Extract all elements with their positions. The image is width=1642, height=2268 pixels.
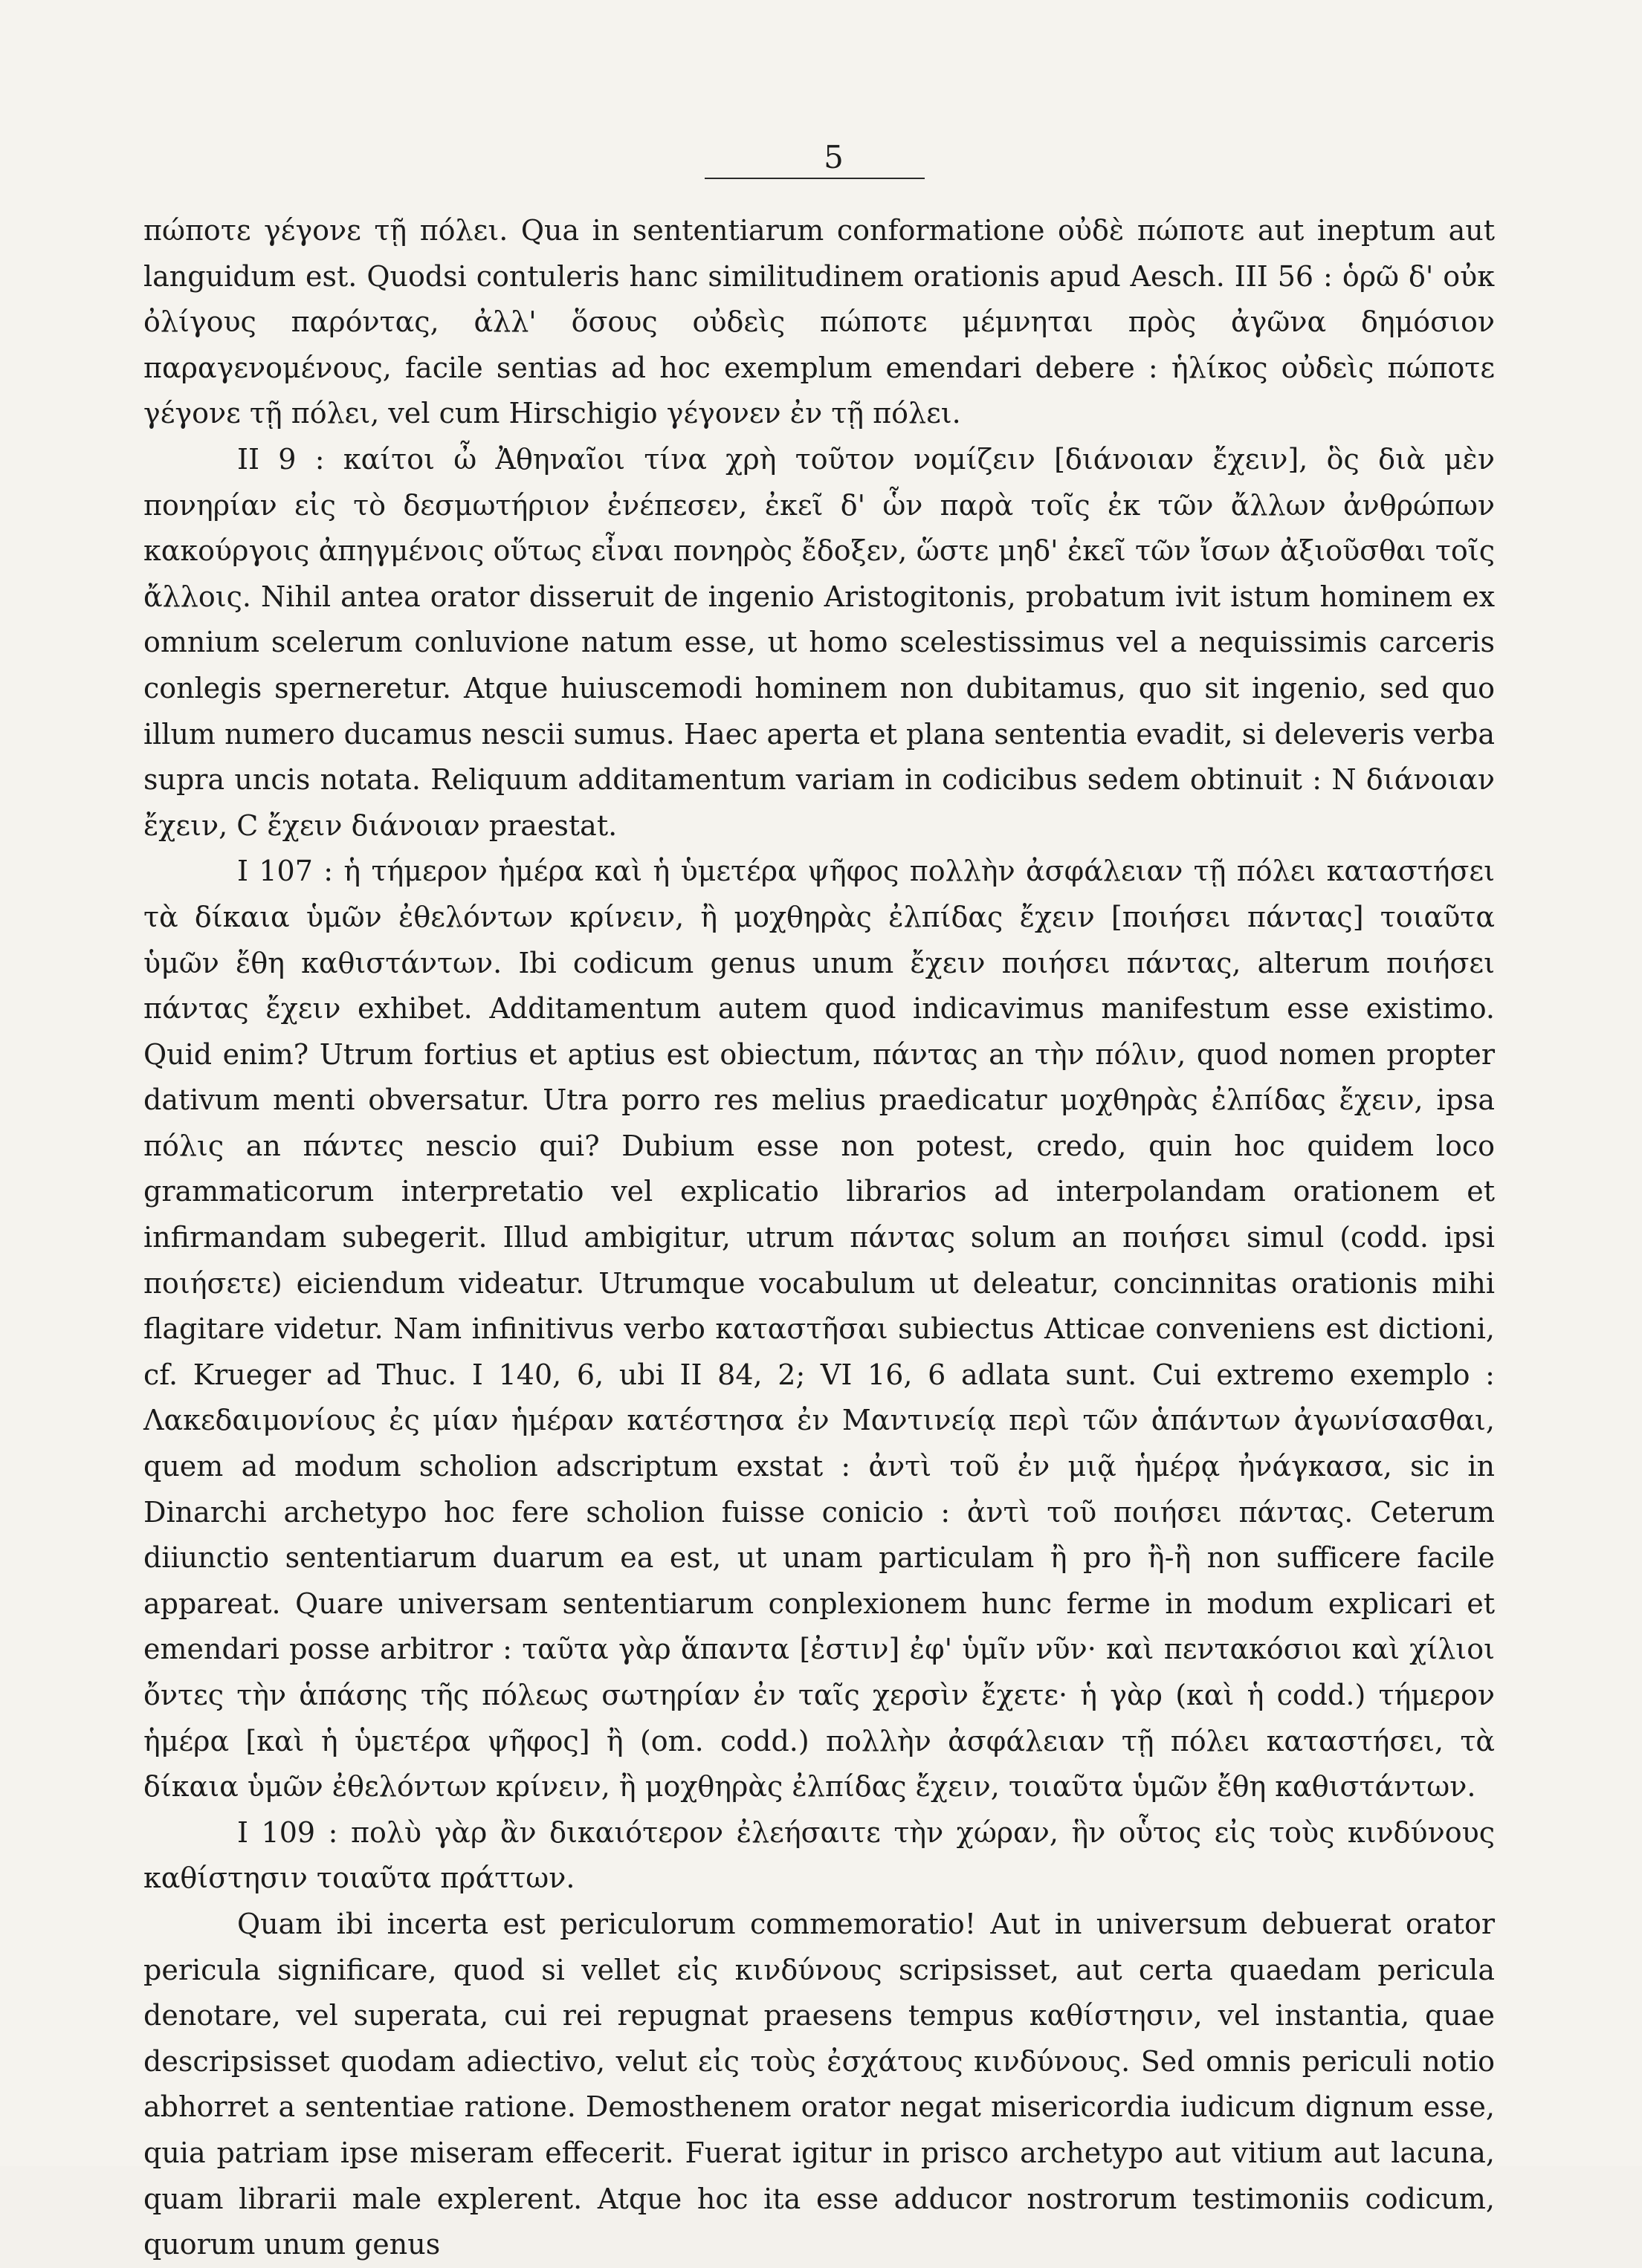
paragraph-2: II 9 : καίτοι ὦ Ἀθηναῖοι τίνα χρὴ τοῦτον νομίζειν [διάνοιαν ἔχειν], ὃς διὰ μὲν πονηρίαν εἰς τὸ δεσμωτήριον ἐνέπεσεν, ἐκεῖ δ' ὧν παρὰ τοῖς ἐκ τῶν ἄλλων ἀνθρώπων κακούργοις ἀπηγμένοις οὕτως εἶναι πονηρὸς ἔδοξεν, ὥστε μηδ' ἐκεῖ τῶν ἴσων ἀξιοῦσθαι τοῖς ἄλλοις. Nihil antea orator disseruit de ingenio Aristogitonis, probatum ivit istum hominem ex omnium scelerum conluvione natum esse, ut homo scelestissimus vel a nequissimis carceris conlegis sperneretur. Atque huiuscemodi hominem non dubitamus, quo sit ingenio, sed quo illum numero ducamus nescii sumus. Haec aperta et plana sententia evadit, si deleveris verba supra uncis notata. Reliquum additamentum variam in codicibus sedem obtinuit : N διάνοιαν ἔχειν, C ἔχειν διάνοιαν praestat. <box>143 442 1495 842</box>
paragraph-3: I 107 : ἡ τήμερον ἡμέρα καὶ ἡ ὑμετέρα ψῆφος πολλὴν ἀσφάλειαν τῇ πόλει καταστήσει τὰ δίκαια ὑμῶν ἐθελόντων κρίνειν, ἢ μοχθηρὰς ἐλπίδας ἔχειν [ποιήσει πάντας] τοιαῦτα ὑμῶν ἔθη καθιστάντων. Ibi codicum genus unum ἔχειν ποιήσει πάντας, alterum ποιήσει πάντας ἔχειν exhibet. Additamentum autem quod indicavimus manifestum esse existimo. Quid enim? Utrum fortius et aptius est obiectum, πάντας an τὴν πόλιν, quod nomen propter dativum menti obversatur. Utra porro res melius praedicatur μοχθηρὰς ἐλπίδας ἔχειν, ipsa πόλις an πάντες nescio qui? Dubium esse non potest, credo, quin hoc quidem loco grammaticorum interpretatio vel explicatio librarios ad interpolandam orationem et infirmandam subegerit. Illud ambigitur, utrum πάντας solum an ποιήσει simul (codd. ipsi ποιήσετε) eiciendum videatur. Utrumque vocabulum ut deleatur, concinnitas orationis mihi flagitare videtur. Nam infinitivus verbo καταστῆσαι subiectus Atticae conveniens est dictioni, cf. Krueger ad Thuc. I 140, 6, ubi II 84, 2; VI 16, 6 adlata sunt. Cui extremo exemplo : Λακεδαιμονίους ἐς μίαν ἡμέραν κατέστησα ἐν Μαντινείᾳ περὶ τῶν ἁπάντων ἀγωνίσασθαι, quem ad modum scholion adscriptum exstat : ἀντὶ τοῦ ἐν μιᾷ ἡμέρᾳ ἠνάγκασα, sic in Dinarchi archetypo hoc fere scholion fuisse conicio : ἀντὶ τοῦ ποιήσει πάντας. Ceterum diiunctio sententiarum duarum ea est, ut unam particulam ἢ pro ἢ-ἢ non sufficere facile appareat. Quare universam sententiarum conplexionem hunc ferme in modum explicari et emendari posse arbitror : ταῦτα γὰρ ἅπαντα [ἐστιν] ἐφ' ὑμῖν νῦν· καὶ πεντακόσιοι καὶ χίλιοι ὄντες τὴν ἁπάσης τῆς πόλεως σωτηρίαν ἐν ταῖς χερσὶν ἔχετε· ἡ γὰρ (καὶ ἡ codd.) τήμερον ἡμέρα [καὶ ἡ ὑμετέρα ψῆφος] ἢ (om. codd.) πολλὴν ἀσφάλειαν τῇ πόλει καταστήσει, τὰ δίκαια ὑμῶν ἐθελόντων κρίνειν, ἢ μοχθηρὰς ἐλπίδας ἔχειν, τοιαῦτα ὑμῶν ἔθη καθιστάντων. <box>143 855 1495 1804</box>
paragraph-5: Quam ibi incerta est periculorum commemoratio! Aut in universum debuerat orator pericula significare, quod si vellet εἰς κινδύνους scripsisset, aut certa quaedam pericula denotare, vel superata, cui rei repugnat praesens tempus καθίστησιν, vel instantia, quae descripsisset quodam adiectivo, velut εἰς τοὺς ἐσχάτους κινδύνους. Sed omnis periculi notio abhorret a sententiae ratione. Demosthenem orator negat misericordia iudicum dignum esse, quia patriam ipse miseram effecerit. Fuerat igitur in prisco archetypo aut vitium aut lacuna, quam librarii male explerent. Atque hoc ita esse adducor nostrorum testimoniis codicum, quorum unum genus <box>143 1907 1495 2261</box>
body-text <box>143 208 1495 2268</box>
header-rule <box>705 178 925 179</box>
paragraph-4: I 109 : πολὺ γὰρ ἂν δικαιότερον ἐλεήσαιτε τὴν χώραν, ἣν οὗτος εἰς τοὺς κινδύνους καθίστησιν τοιαῦτα πράττων. <box>143 1815 1495 1895</box>
page-number: 5 <box>824 139 844 175</box>
paragraph-1: πώποτε γέγονε τῇ πόλει. Qua in sententiarum conformatione οὐδὲ πώποτε aut ineptum aut languidum est. Quodsi contuleris hanc similitudinem orationis apud Aesch. III 56 : ὁρῶ δ' οὐκ ὀλίγους παρόντας, ἀλλ' ὅσους οὐδεὶς πώποτε μέμνηται πρὸς ἀγῶνα δημόσιον παραγενομένους, facile sentias ad hoc exemplum emendari debere : ἡλίκος οὐδεὶς πώποτε γέγονε τῇ πόλει, vel cum Hirschigio γέγονεν ἐν τῇ πόλει. <box>143 214 1495 430</box>
